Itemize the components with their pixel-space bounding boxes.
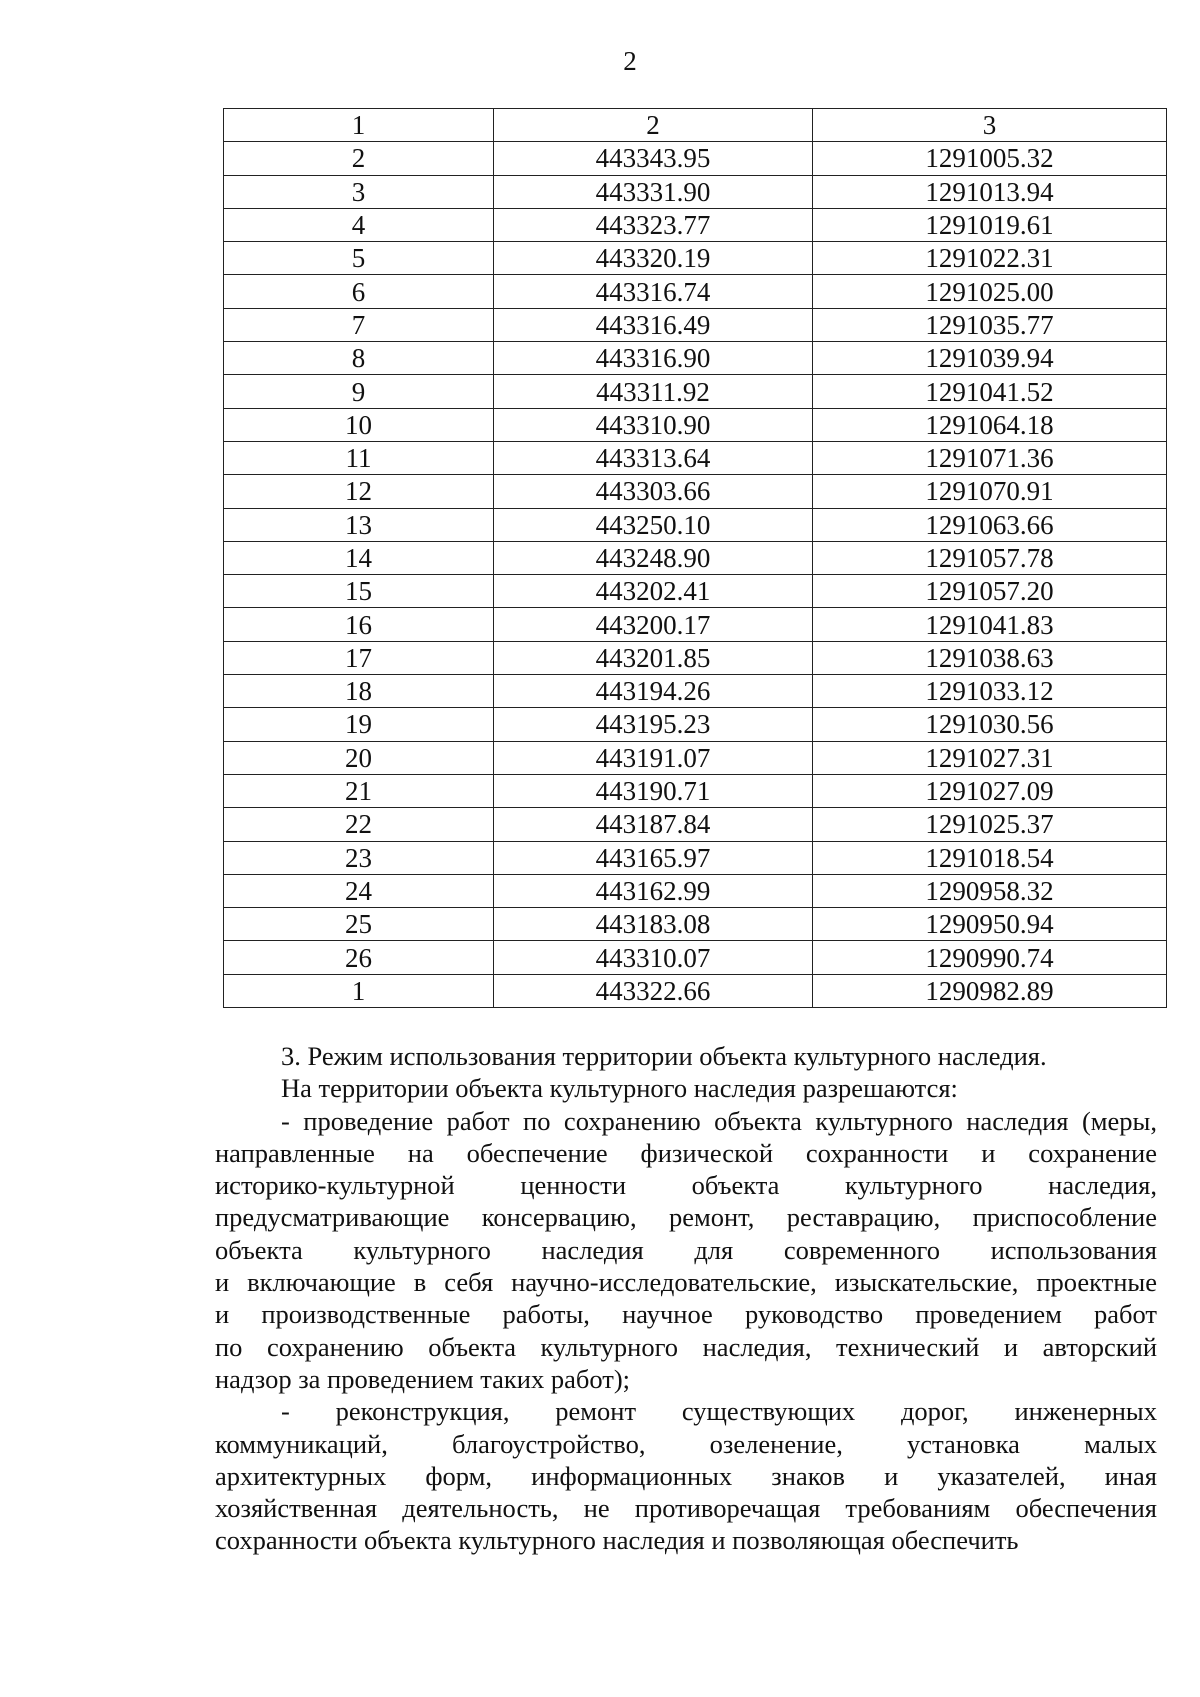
table-row [224,608,1167,641]
allowed-intro: На территории объекта культурного наследия разрешаются: [281,1073,958,1104]
cell-y: 1291027.31 [813,741,1167,774]
cell-x: 443248.90 [494,541,813,574]
table-row [224,641,1167,674]
cell-y: 1291005.32 [813,142,1167,175]
cell-x: 443311.92 [494,375,813,408]
cell-point: 7 [224,308,494,341]
allowed-item-conservation [215,1105,1157,1396]
cell-point: 6 [224,275,494,308]
cell-point: 17 [224,641,494,674]
cell-point: 15 [224,575,494,608]
cell-point: 21 [224,774,494,807]
table-row [224,941,1167,974]
cell-point: 12 [224,475,494,508]
cell-y: 1290950.94 [813,908,1167,941]
table-row [224,675,1167,708]
text-line: коммуникаций, благоустройство, озеленение, установка малых [215,1428,1157,1459]
text-line: - реконструкция, ремонт существующих дорог, инженерных [281,1396,1157,1427]
table-row [224,175,1167,208]
cell-x: 443191.07 [494,741,813,774]
regime-text [215,1040,1157,1557]
table-row [224,441,1167,474]
text-line: хозяйственная деятельность, не противоречащая требованиям обеспечения [215,1493,1157,1524]
cell-point: 22 [224,808,494,841]
cell-x: 443313.64 [494,441,813,474]
cell-y: 1291039.94 [813,342,1167,375]
cell-x: 443190.71 [494,774,813,807]
cell-y: 1290982.89 [813,974,1167,1007]
cell-x: 443316.90 [494,342,813,375]
section-heading: 3. Режим использования территории объекта культурного наследия. [281,1041,1047,1071]
cell-point: 5 [224,242,494,275]
cell-point: 24 [224,874,494,907]
table-row [224,142,1167,175]
table-row [224,874,1167,907]
table-row [224,208,1167,241]
table-row [224,308,1167,341]
header-cell-x: 2 [494,109,813,142]
coordinates-table [223,108,1167,1008]
cell-x: 443343.95 [494,142,813,175]
cell-y: 1291057.78 [813,541,1167,574]
cell-point: 2 [224,142,494,175]
cell-point: 18 [224,675,494,708]
text-line: предусматривающие консервацию, ремонт, реставрацию, приспособление [215,1202,1157,1233]
cell-y: 1291041.52 [813,375,1167,408]
cell-x: 443195.23 [494,708,813,741]
cell-y: 1291019.61 [813,208,1167,241]
cell-point: 25 [224,908,494,941]
table-row [224,741,1167,774]
cell-x: 443310.07 [494,941,813,974]
cell-x: 443250.10 [494,508,813,541]
cell-x: 443303.66 [494,475,813,508]
cell-point: 20 [224,741,494,774]
cell-y: 1291027.09 [813,774,1167,807]
cell-point: 8 [224,342,494,375]
table-row [224,841,1167,874]
cell-point: 16 [224,608,494,641]
cell-x: 443165.97 [494,841,813,874]
cell-y: 1291071.36 [813,441,1167,474]
cell-point: 26 [224,941,494,974]
cell-point: 14 [224,541,494,574]
cell-y: 1291018.54 [813,841,1167,874]
cell-x: 443316.74 [494,275,813,308]
cell-x: 443320.19 [494,242,813,275]
table-header-row [224,109,1167,142]
table-row [224,908,1167,941]
cell-y: 1291041.83 [813,608,1167,641]
text-line: и включающие в себя научно-исследовательские, изыскательские, проектные [215,1267,1157,1298]
cell-y: 1291025.37 [813,808,1167,841]
text-line: и производственные работы, научное руководство проведением работ [215,1299,1157,1330]
cell-x: 443200.17 [494,608,813,641]
cell-point: 19 [224,708,494,741]
cell-point: 9 [224,375,494,408]
table-row [224,708,1167,741]
allowed-item-reconstruction [215,1395,1157,1556]
cell-point: 4 [224,208,494,241]
table-row [224,342,1167,375]
text-line: - проведение работ по сохранению объекта культурного наследия (меры, [281,1105,1157,1136]
text-line: историко-культурной ценности объекта культурного наследия, [215,1170,1157,1201]
text-line: по сохранению объекта культурного наследия, технический и авторский [215,1331,1157,1362]
cell-y: 1291063.66 [813,508,1167,541]
cell-x: 443187.84 [494,808,813,841]
header-cell-point: 1 [224,109,494,142]
table-row [224,974,1167,1007]
cell-x: 443162.99 [494,874,813,907]
cell-x: 443310.90 [494,408,813,441]
page-number: 2 [623,46,637,76]
cell-y: 1291013.94 [813,175,1167,208]
cell-y: 1291022.31 [813,242,1167,275]
cell-x: 443201.85 [494,641,813,674]
table-row [224,808,1167,841]
table-row [224,575,1167,608]
table-row [224,475,1167,508]
cell-x: 443194.26 [494,675,813,708]
cell-x: 443331.90 [494,175,813,208]
table-row [224,408,1167,441]
text-line: направленные на обеспечение физической сохранности и сохранение [215,1137,1157,1168]
coordinates-table-body [224,109,1167,1008]
cell-x: 443202.41 [494,575,813,608]
cell-y: 1290958.32 [813,874,1167,907]
cell-y: 1291035.77 [813,308,1167,341]
cell-y: 1291057.20 [813,575,1167,608]
table-row [224,774,1167,807]
text-line: сохранности объекта культурного наследия и позволяющая обеспечить [215,1525,1019,1556]
cell-point: 11 [224,441,494,474]
cell-y: 1290990.74 [813,941,1167,974]
cell-point: 23 [224,841,494,874]
table-row [224,242,1167,275]
text-line: объекта культурного наследия для современного использования [215,1234,1157,1265]
cell-y: 1291038.63 [813,641,1167,674]
cell-point: 1 [224,974,494,1007]
cell-y: 1291064.18 [813,408,1167,441]
table-row [224,541,1167,574]
cell-y: 1291033.12 [813,675,1167,708]
cell-y: 1291025.00 [813,275,1167,308]
text-line: надзор за проведением таких работ); [215,1363,631,1394]
cell-y: 1291070.91 [813,475,1167,508]
cell-x: 443322.66 [494,974,813,1007]
cell-y: 1291030.56 [813,708,1167,741]
table-row [224,508,1167,541]
text-line: архитектурных форм, информационных знаков и указателей, иная [215,1460,1157,1491]
cell-x: 443316.49 [494,308,813,341]
header-cell-y: 3 [813,109,1167,142]
cell-point: 13 [224,508,494,541]
cell-x: 443323.77 [494,208,813,241]
table-row [224,275,1167,308]
cell-x: 443183.08 [494,908,813,941]
table-row [224,375,1167,408]
cell-point: 10 [224,408,494,441]
cell-point: 3 [224,175,494,208]
